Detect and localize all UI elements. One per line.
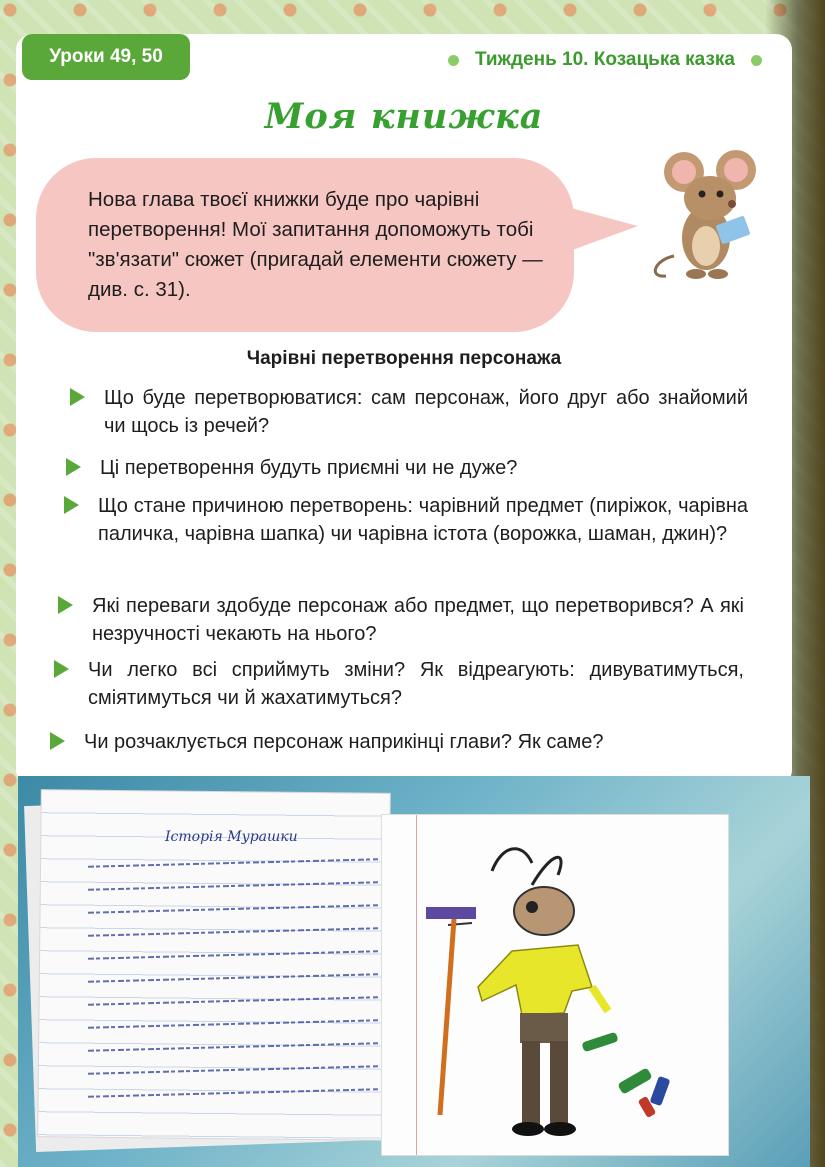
handwritten-story-title: Історія Мурашки bbox=[165, 829, 298, 845]
child-drawing-photo bbox=[382, 815, 728, 1155]
bullet-dot-icon bbox=[751, 55, 762, 66]
mouse-reading-illustration bbox=[644, 138, 774, 288]
week-header bbox=[448, 48, 762, 72]
ant-figure-drawing bbox=[382, 815, 728, 1155]
triangle-bullet-icon bbox=[54, 660, 69, 678]
question-text: Які переваги здобуде персонаж або предмет, що перетворився? А які незручності чекають на нього? bbox=[92, 595, 744, 645]
page-title: Моя книжка bbox=[264, 96, 544, 137]
bullet-dot-icon bbox=[448, 55, 459, 66]
question-text: Що буде перетворюватися: сам персонаж, його друг або знайомий чи щось із речей? bbox=[104, 387, 748, 437]
notebook-margin-line bbox=[416, 815, 417, 1155]
question-text: Чи розчаклується персонаж наприкінці глави? Як саме? bbox=[84, 731, 604, 753]
week-label: Тиждень 10. Козацька казка bbox=[474, 49, 735, 70]
triangle-bullet-icon bbox=[58, 596, 73, 614]
list-item bbox=[104, 384, 748, 440]
list-item bbox=[88, 656, 744, 712]
lesson-tab: Уроки 49, 50 bbox=[22, 34, 190, 80]
triangle-bullet-icon bbox=[66, 458, 81, 476]
speech-bubble-tail bbox=[556, 204, 638, 256]
triangle-bullet-icon bbox=[70, 388, 85, 406]
list-item bbox=[98, 492, 748, 548]
section-heading: Чарівні перетворення персонажа bbox=[246, 348, 562, 369]
speech-bubble-text: Нова глава твоєї книжки буде про чарівні перетворення! Мої запитання допоможуть тобі "зв'язати" сюжет (пригадай елементи сюжету — див. с. 31). bbox=[88, 188, 543, 301]
list-item bbox=[84, 728, 744, 756]
content-card bbox=[16, 34, 792, 786]
question-text: Що стане причиною перетворень: чарівний предмет (пиріжок, чарівна паличка, чарівна шапка) чи чарівна істота (ворожка, шаман, джин)? bbox=[98, 495, 748, 545]
triangle-bullet-icon bbox=[50, 732, 65, 750]
question-text: Ці перетворення будуть приємні чи не дуже? bbox=[100, 457, 518, 479]
triangle-bullet-icon bbox=[64, 496, 79, 514]
list-item bbox=[100, 454, 744, 482]
list-item bbox=[92, 592, 744, 648]
question-text: Чи легко всі сприймуть зміни? Як відреагують: дивуватимуться, сміятимуться чи й жахатимуться? bbox=[88, 659, 744, 709]
